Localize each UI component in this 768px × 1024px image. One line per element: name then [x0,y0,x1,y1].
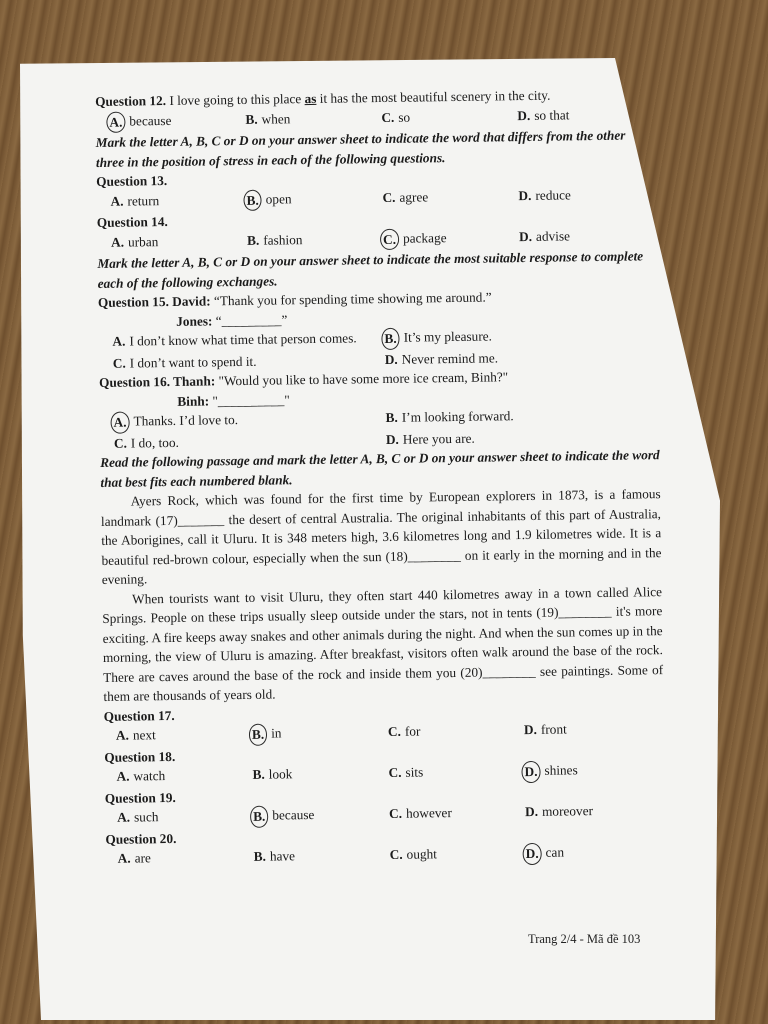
option-text: front [540,721,567,737]
option-text: return [127,192,160,209]
option-letter: A. [116,768,130,784]
option-letter: A. [112,333,126,349]
option-text: when [261,110,291,127]
option-b[interactable] [254,845,390,868]
paragraph-text: Ayers Rock, which was found for the first time by European explorers in 1873, is a famous landmark (17)_______ the desert of central Australia. The original inhabitants of this part of Australia, the Aborigines, call it Uluru. It is 348 meters high, 3.6 kilometres long and 1.9 kilometres wide. It is a beautiful red-brown colour, especially when the sun (18)________ on it early in the morning and in the evening. [100,486,662,587]
option-letter: D. [518,228,533,244]
page-footer: Trang 2/4 - Mã đề 103 [528,932,641,946]
option-letter: B. [249,724,268,746]
option-letter: A. [110,234,125,250]
option-text: so [398,109,411,125]
question-17-label: Question 17. [103,707,175,724]
instruction-stress: Mark the letter A, B, C or D on your answer sheet to indicate the word that differs from the other three in the position of stress in each of the following questions. [95,127,626,170]
option-text: package [402,229,447,246]
exam-page [95,84,666,870]
option-letter: C. [380,228,399,250]
option-letter: A. [115,727,130,743]
option-text: next [132,727,156,743]
question-label: Question 15. [97,293,169,310]
option-b[interactable] [246,187,382,210]
option-letter: B. [250,806,269,828]
option-c[interactable] [388,761,524,784]
option-d[interactable] [518,184,654,207]
option-letter: B. [252,766,265,782]
option-letter: A. [117,850,131,866]
option-d[interactable] [517,104,653,127]
option-a[interactable] [116,724,252,747]
option-text: agree [399,188,429,205]
option-letter: B. [381,328,400,350]
option-c[interactable] [382,186,518,209]
option-text: because [272,807,315,823]
option-d[interactable] [519,225,655,248]
reply-blank: “_________” [212,311,288,328]
option-text: I don’t know what time that person comes. [129,330,357,349]
option-a[interactable] [118,847,254,870]
option-c[interactable] [381,106,517,129]
option-letter: B. [385,409,398,425]
option-text: sits [405,764,424,780]
option-letter: B. [245,111,258,127]
question-13-label: Question 13. [96,173,168,189]
option-letter: A. [117,809,131,825]
option-d[interactable] [525,800,661,823]
option-text: watch [133,768,166,784]
underlined-word: as [304,90,317,107]
option-letter: D. [517,107,531,123]
option-text: Thanks. I’d love to. [133,412,239,429]
option-letter: D. [518,187,532,203]
option-letter: A. [110,412,129,434]
option-text: I don’t want to spend it. [129,353,257,371]
instruction-response: Mark the letter A, B, C or D on your answer sheet to indicate the most suitable response to complete each of the following exchanges. [97,248,644,291]
question-14-label: Question 14. [96,213,168,230]
option-letter: C. [381,109,395,125]
option-letter: A. [110,193,124,209]
passage-paragraph-2 [102,582,664,707]
option-c[interactable] [388,720,524,743]
option-letter: D. [385,431,399,447]
option-b[interactable] [245,108,381,131]
option-letter: C. [113,435,127,451]
question-18-label: Question 18. [104,748,176,765]
option-a[interactable] [110,189,246,212]
question-label: Question 16. [98,373,171,390]
option-b[interactable] [252,763,388,786]
option-letter: C. [388,805,403,821]
question-text: “Thank you for spending time showing me around.” [210,289,492,309]
option-text: such [133,809,159,825]
option-text: ought [406,846,438,862]
option-b[interactable] [252,722,388,745]
paragraph-text: When tourists want to visit Uluru, they often start 440 kilometres away in a town called Alice Springs. People on these trips usually sleep outside under the stars, not in tents (19)________ it's more exciting. A fire keeps away snakes and other animals during the night. And when the sun comes up in the morning, the view of Uluru is amazing. After breakfast, visitors often walk around the base of the rock. There are caves around the base of the rock and inside them you (20)________ see paintings. Some of them are thousands of years old. [102,583,664,704]
option-text: can [545,844,565,860]
speaker-name: David: [168,293,211,309]
question-20-label: Question 20. [105,830,177,847]
option-letter: D. [523,843,542,865]
option-letter: B. [253,848,266,864]
question-text: it has the most beautiful scenery in the city. [316,87,551,106]
option-letter: B. [243,189,262,211]
question-label: Question 12. [95,93,167,109]
option-text: advise [535,227,571,244]
option-text: I do, too. [130,434,179,451]
option-text: Here you are. [402,430,475,447]
option-letter: D. [524,803,539,820]
option-b[interactable] [253,804,389,827]
option-letter: C. [382,189,396,205]
option-text: in [271,725,282,741]
option-letter: D. [523,721,537,738]
option-text: however [405,805,452,821]
option-letter: D. [384,351,398,367]
option-letter: C. [112,355,126,371]
option-d[interactable] [526,841,662,864]
reply-speaker: Jones: [176,312,213,329]
option-letter: D. [521,761,540,783]
option-d[interactable] [385,347,585,369]
option-letter: C. [387,723,401,739]
option-letter: B. [246,232,260,248]
option-text: open [265,190,292,207]
option-text: are [134,850,151,866]
option-c[interactable] [383,227,519,250]
passage-paragraph-1 [101,484,662,589]
option-c[interactable] [389,802,525,825]
option-text: shines [544,762,578,778]
option-text: have [269,848,296,864]
option-d[interactable] [524,718,660,741]
speaker-name: Thanh: [169,373,216,389]
option-a[interactable] [116,765,252,788]
option-text: It’s my pleasure. [403,328,493,345]
option-text: I’m looking forward. [401,408,514,425]
option-text: reduce [535,186,571,203]
instruction-passage: Read the following passage and mark the letter A, B, C or D on your answer sheet to indicate the word that best fits each numbered blank. [100,447,660,490]
option-text: Never remind me. [401,349,499,367]
option-a[interactable] [109,109,245,132]
option-b[interactable] [384,325,584,349]
option-letter: C. [389,846,403,862]
question-text: I love going to this place [165,91,305,109]
option-text: for [404,723,421,739]
option-text: moreover [541,803,594,819]
option-text: fashion [263,231,303,248]
option-text: urban [127,233,159,250]
reply-speaker: Binh: [177,392,210,409]
option-d[interactable] [524,759,660,782]
option-text: look [268,766,293,782]
question-text: "Would you like to have some more ice cream, Binh?" [215,369,509,389]
option-text: so that [534,106,570,123]
option-b[interactable] [385,405,585,429]
question-19-label: Question 19. [104,789,176,806]
option-b[interactable] [247,228,383,251]
option-a[interactable] [117,806,253,829]
option-letter: A. [106,111,125,133]
option-text: because [129,112,172,129]
option-c[interactable] [390,843,526,866]
option-a[interactable] [111,230,247,253]
option-letter: C. [388,764,402,780]
reply-blank: "__________" [209,391,290,408]
